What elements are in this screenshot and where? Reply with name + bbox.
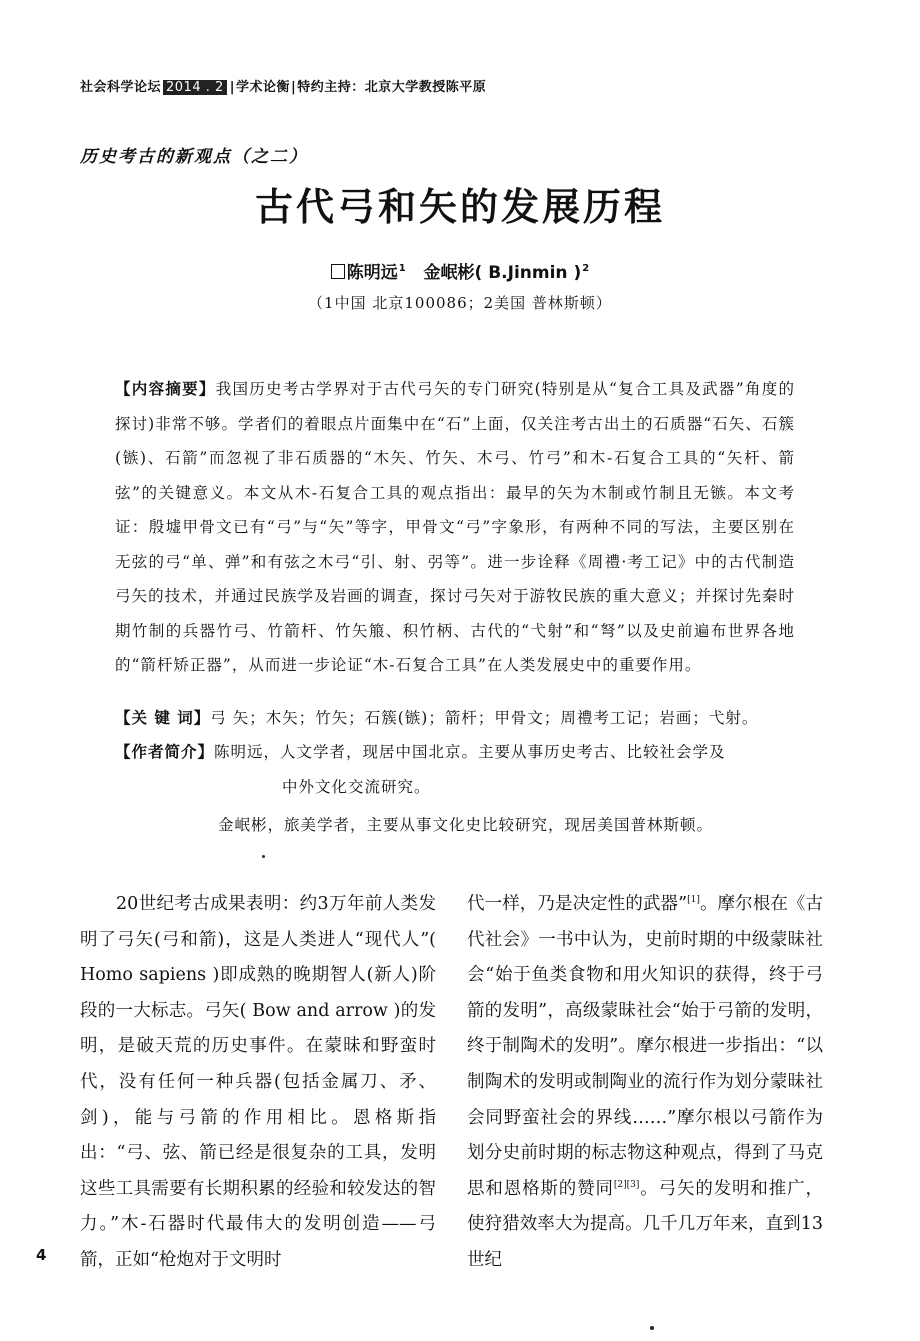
right-text-2: 。摩尔根在《古代社会》一书中认为，史前时期的中级蒙昧社会“始于鱼类食物和用火知识的获得，终于弓箭的发明”，高级蒙昧社会“始于弓箭的发明，终于制陶术的发明”。摩尔根进一步指出：“以制陶术的发明或制陶业的流行作为划分蒙昧社会同野蛮社会的界线……”摩尔根以弓箭作为划分史前时期的标志物这种观点，得到了马克思和恩格斯的赞同: [467, 894, 824, 1199]
author-1-sup: 1: [398, 263, 406, 275]
stray-dot: [262, 855, 265, 858]
author-bio-line1: 陈明远，人文学者，现居中国北京。主要从事历史考古、比较社会学及: [214, 743, 726, 761]
author-bio-line3: 金岷彬，旅美学者，主要从事文化史比较研究，现居美国普林斯顿。: [218, 816, 714, 834]
abstract-label: 【内容摘要】: [115, 380, 216, 398]
right-text-1: 代一样，乃是决定性的武器”: [467, 894, 688, 914]
right-text-3: 。弓矢的发明和推广，使狩猎效率大为提高。几千几万年来，直到13世纪: [467, 1178, 824, 1270]
article-title: 古代弓和矢的发展历程: [254, 185, 665, 229]
bottom-mark: [650, 1326, 654, 1330]
body-column-right: [467, 887, 823, 1279]
keywords-text: 弓 矢；木矢；竹矢；石簇(镞)；箭杆；甲骨文；周禮考工记；岩画；弋射。: [210, 709, 759, 727]
author-bio-label: 【作者简介】: [115, 743, 215, 761]
host-credit: 特约主持：北京大学教授陈平原: [297, 80, 487, 95]
journal-name: 社会科学论坛: [80, 80, 162, 95]
author-line: [0, 258, 920, 283]
author-bio-line2: 中外文化交流研究。: [282, 778, 431, 796]
running-header: 社会科学论坛 2014 . 2 |学术论衡|特约主持：北京大学教授陈平原: [80, 80, 487, 95]
series-label: 历史考古的新观点（之二）: [80, 147, 308, 167]
page-number: 4: [36, 1246, 47, 1264]
author-2-sup: 2: [582, 263, 590, 275]
abstract-text: 我国历史考古学界对于古代弓矢的专门研究(特别是从“复合工具及武器”角度的探讨)非常不够。学者们的着眼点片面集中在“石”上面，仅关注考古出土的石质器“石矢、石簇(镞)、石箭”而忽视了非石质器的“木矢、竹矢、木弓、竹弓”和木-石复合工具的“矢杆、箭弦”的关键意义。本文从木-石复合工具的观点指出：最早的矢为木制或竹制且无镞。本文考证：殷墟甲骨文已有“弓”与“矢”等字，甲骨文“弓”字象形，有两种不同的写法，主要区别在无弦的弓“单、弹”和有弦之木弓“引、射、弜等”。进一步诠释《周禮·考工记》中的古代制造弓矢的技术，并通过民族学及岩画的调查，探讨弓矢对于游牧民族的重大意义；并探讨先秦时期竹制的兵器竹弓、竹箭杆、竹矢箙、积竹柄、古代的“弋射”和“弩”以及史前遍布世界各地的“箭杆矫正器”，从而进一步论证“木-石复合工具”在人类发展史中的重要作用。: [115, 380, 795, 674]
abstract: [115, 372, 795, 683]
keywords-label: 【关 键 词】: [115, 709, 211, 727]
column-name: 学术论衡: [236, 80, 291, 95]
citation-2: [2][3]: [613, 1179, 640, 1190]
author-bio: [115, 740, 795, 762]
citation-1: [1]: [687, 895, 700, 906]
author-2: 金岷彬( B.Jinmin ): [423, 263, 582, 283]
keywords: [115, 706, 758, 728]
author-1: 陈明远: [346, 263, 398, 283]
square-marker-icon: [331, 264, 345, 279]
affiliation: （1中国 北京100086；2美国 普林斯顿）: [308, 294, 612, 312]
issue-badge: 2014 . 2: [163, 80, 227, 95]
body-column-left: 20世纪考古成果表明：约3万年前人类发明了弓矢(弓和箭)，这是人类进人“现代人”( Homo sapiens )即成熟的晚期智人(新人)阶段的一大标志。弓矢( Bow and arrow )的发明，是破天荒的历史事件。在蒙昧和野蛮时代，没有任何一种兵器(包括金属刀、矛、剑)，能与弓箭的作用相比。恩格斯指出：“弓、弦、箭已经是很复杂的工具，发明这些工具需要有长期积累的经验和较发达的智力。”木-石器时代最伟大的发明创造——弓箭，正如“枪炮对于文明时: [80, 894, 436, 1270]
